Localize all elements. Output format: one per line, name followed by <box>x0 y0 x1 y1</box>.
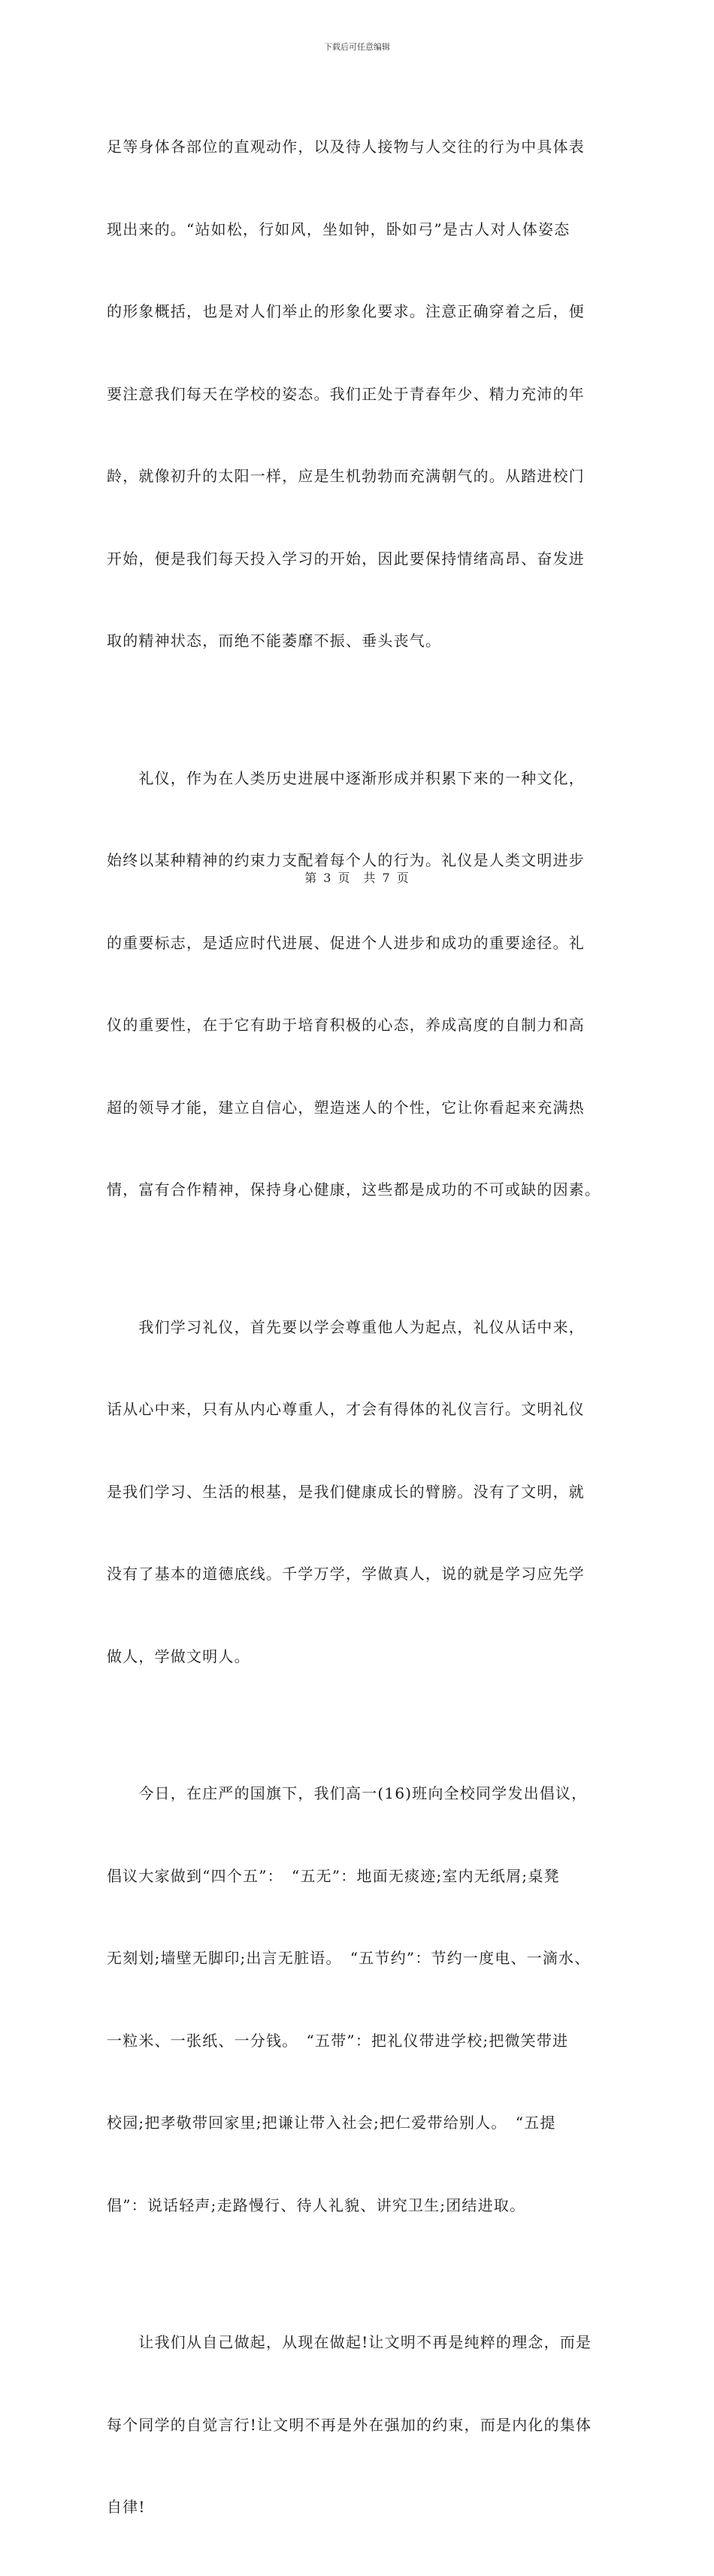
text-line: 取的精神状态，而绝不能萎靡不振、垂头丧气。 <box>107 632 442 650</box>
text-line: 校园;把孝敬带回家里;把谦让带入社会;把仁爱带给别人。 “五提 <box>107 2114 556 2132</box>
text-line: 做人，学做文明人。 <box>107 1647 250 1665</box>
text-line: 礼仪，作为在人类历史进展中逐渐形成并积累下来的一种文化， <box>107 768 585 787</box>
text-line: 话从心中来，只有从内心尊重人，才会有得体的礼仪言行。文明礼仪 <box>107 1400 585 1418</box>
text-line: 倡”：说话轻声;走路慢行、待人礼貌、讲究卫生;团结进取。 <box>107 2196 526 2214</box>
text-line: 自律! <box>107 2498 146 2516</box>
page-footer <box>0 868 714 886</box>
document-body <box>107 78 618 2576</box>
text-line: 没有了基本的道德底线。千学万学，学做真人，说的就是学习应先学 <box>107 1565 585 1583</box>
text-line: 龄，就像初升的太阳一样，应是生机勃勃而充满朝气的。从踏进校门 <box>107 467 585 485</box>
text-line: 是我们学习、生活的根基，是我们健康成长的臂膀。没有了文明，就 <box>107 1482 585 1501</box>
paragraph <box>107 78 618 710</box>
text-line: 一粒米、一张纸、一分钱。 “五带”：把礼仪带进学校;把微笑带进 <box>107 2031 569 2050</box>
text-line: 无刻划;墙壁无脚印;出言无脏语。 “五节约”：节约一度电、一滴水、 <box>107 1949 591 1967</box>
paragraph <box>107 710 618 1259</box>
text-line: 足等身体各部位的直观动作，以及待人接物与人交往的行为中具体表 <box>107 138 585 156</box>
text-line: 开始，便是我们每天投入学习的开始，因此要保持情绪高昂、奋发进 <box>107 549 585 568</box>
text-line: 情，富有合作精神，保持身心健康，这些都是成功的不可或缺的因素。 <box>107 1180 601 1199</box>
paragraph <box>107 2274 618 2576</box>
page-header: 下载后可任意编辑 <box>324 42 390 52</box>
text-line: 超的领导才能，建立自信心，塑造迷人的个性，它让你看起来充满热 <box>107 1098 585 1117</box>
footer-middle: 页 共 <box>337 871 377 885</box>
text-line: 的形象概括，也是对人们举止的形象化要求。注意正确穿着之后，便 <box>107 302 585 320</box>
text-line: 仪的重要性，在于它有助于培育积极的心态，养成高度的自制力和高 <box>107 1016 585 1034</box>
text-line: 的重要标志，是适应时代进展、促进个人进步和成功的重要途径。礼 <box>107 933 585 952</box>
text-line: 让我们从自己做起，从现在做起!让文明不再是纯粹的理念，而是 <box>107 2333 592 2351</box>
footer-prefix: 第 <box>304 871 318 885</box>
text-line: 每个同学的自觉言行!让文明不再是外在强加的约束，而是内化的集体 <box>107 2415 592 2434</box>
text-line: 始终以某种精神的约束力支配着每个人的行为。礼仪是人类文明进步 <box>107 851 585 869</box>
text-line: 现出来的。“站如松，行如风，坐如钟，卧如弓”是古人对人体姿态 <box>107 220 570 238</box>
text-line: 要注意我们每天在学校的姿态。我们正处于青春年少、精力充沛的年 <box>107 384 585 403</box>
footer-total-pages: 7 <box>382 871 391 885</box>
text-line: 倡议大家做到“四个五”： “五无”：地面无痰迹;室内无纸屑;桌凳 <box>107 1866 560 1885</box>
text-line: 我们学习礼仪，首先要以学会尊重他人为起点，礼仪从话中来， <box>107 1317 585 1336</box>
footer-suffix: 页 <box>396 871 410 885</box>
paragraph <box>107 1725 618 2274</box>
paragraph <box>107 1259 618 1726</box>
footer-page-number: 3 <box>323 871 332 885</box>
text-line: 今日，在庄严的国旗下，我们高一(16)班向全校同学发出倡议， <box>107 1784 588 1802</box>
